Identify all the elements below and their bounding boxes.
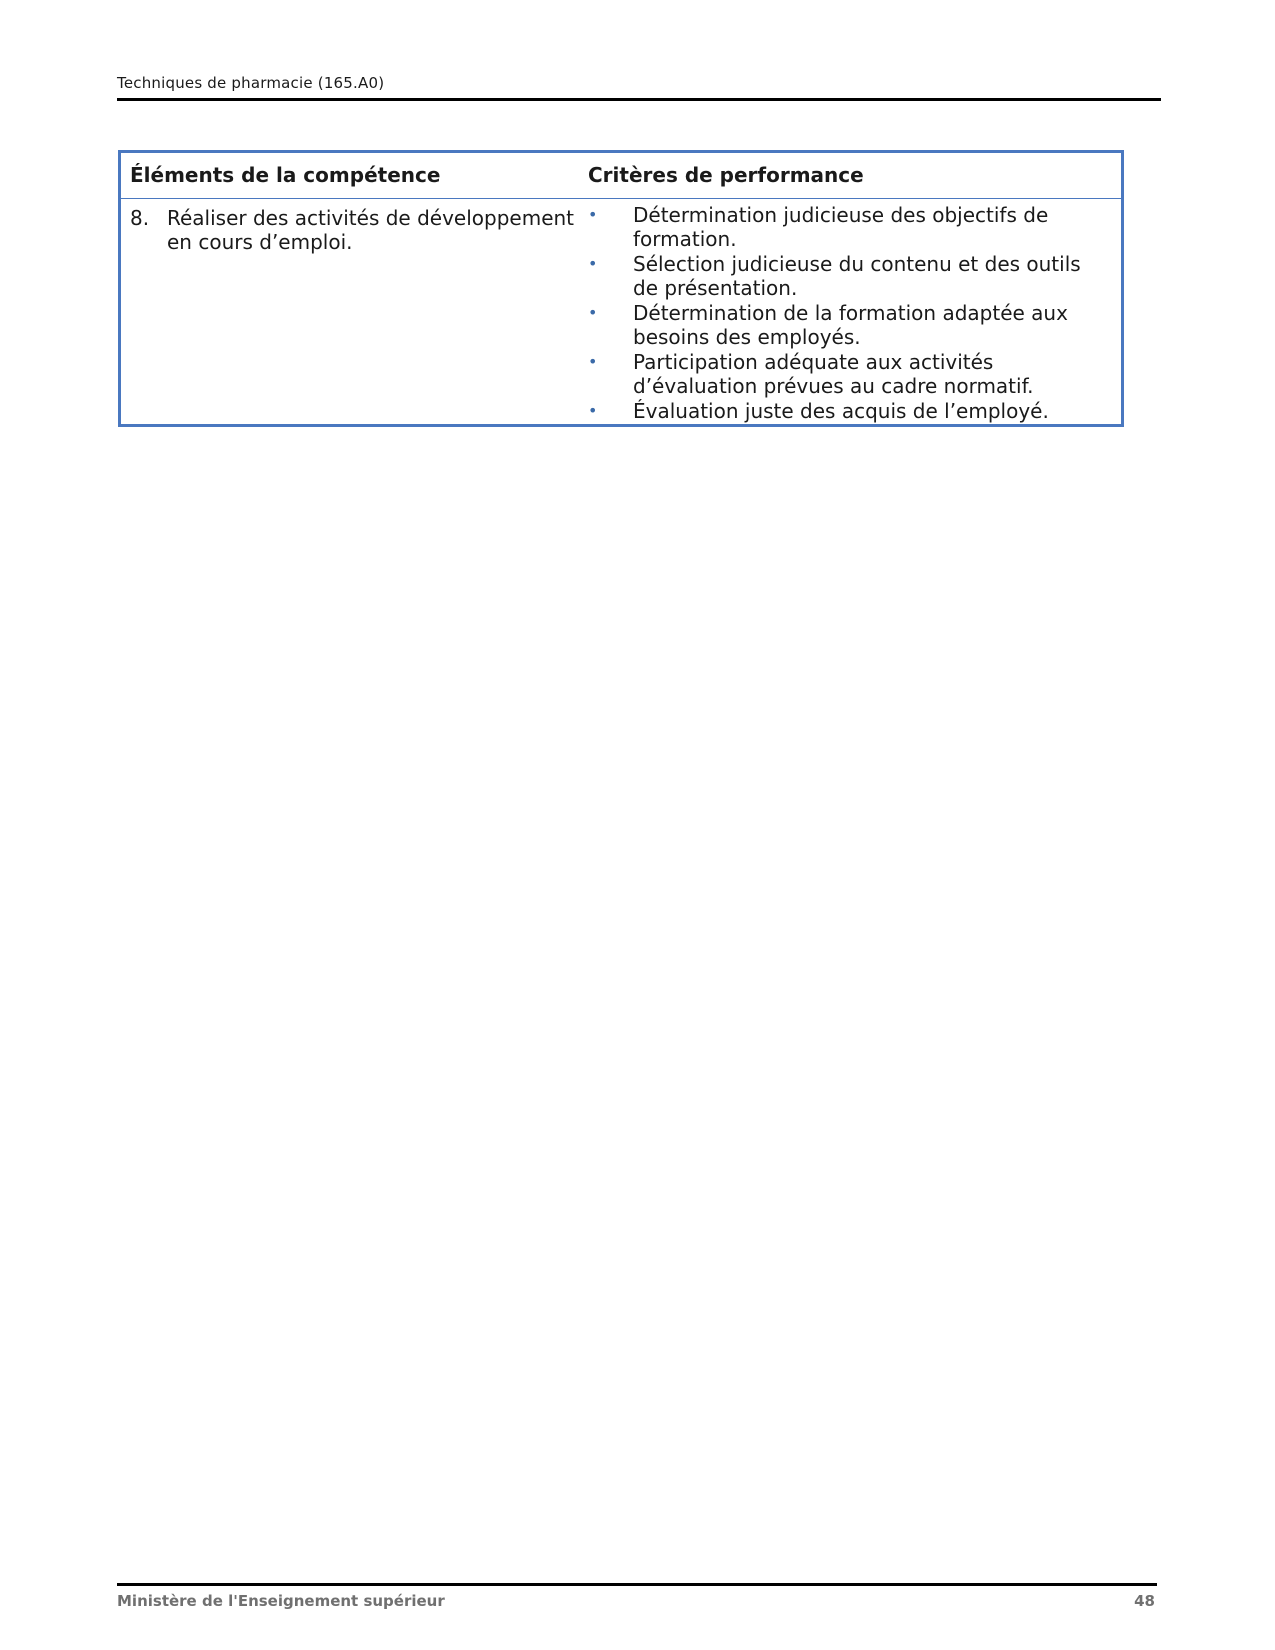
col-header-elements: Éléments de la compétence (130, 163, 441, 187)
criteria-item (588, 252, 1121, 300)
table-row (121, 199, 1121, 424)
col-header-criteria: Critères de performance (588, 163, 864, 187)
criteria-list (588, 199, 1121, 423)
document-title: Techniques de pharmacie (165.A0) (117, 74, 385, 92)
criteria-text: Sélection judicieuse du contenu et des outils de présentation. (633, 252, 1081, 300)
page-footer (117, 1583, 1157, 1614)
criteria-text: Évaluation juste des acquis de l’employé. (633, 399, 1049, 423)
element-text: Réaliser des activités de développement en cours d’emploi. (167, 206, 575, 254)
criteria-item (588, 399, 1121, 423)
bullet-icon: • (588, 254, 598, 273)
page-header (117, 74, 1161, 101)
criteria-item (588, 203, 1121, 251)
criteria-item (588, 301, 1121, 349)
criteria-text: Participation adéquate aux activités d’évaluation prévues au cadre normatif. (633, 350, 1034, 398)
criteria-text: Détermination judicieuse des objectifs de formation. (633, 203, 1049, 251)
criteria-text: Détermination de la formation adaptée aux besoins des employés. (633, 301, 1068, 349)
bullet-icon: • (588, 401, 598, 420)
criteria-cell (588, 199, 1121, 424)
elements-cell (121, 199, 588, 424)
table-header-row (121, 153, 1121, 199)
footer-ministry: Ministère de l'Enseignement supérieur (117, 1592, 445, 1610)
bullet-icon: • (588, 205, 598, 224)
element-item (130, 199, 588, 254)
competence-table (118, 150, 1124, 427)
element-number: 8. (130, 206, 150, 230)
bullet-icon: • (588, 303, 598, 322)
bullet-icon: • (588, 352, 598, 371)
criteria-item (588, 350, 1121, 398)
page-number: 48 (1134, 1592, 1155, 1610)
